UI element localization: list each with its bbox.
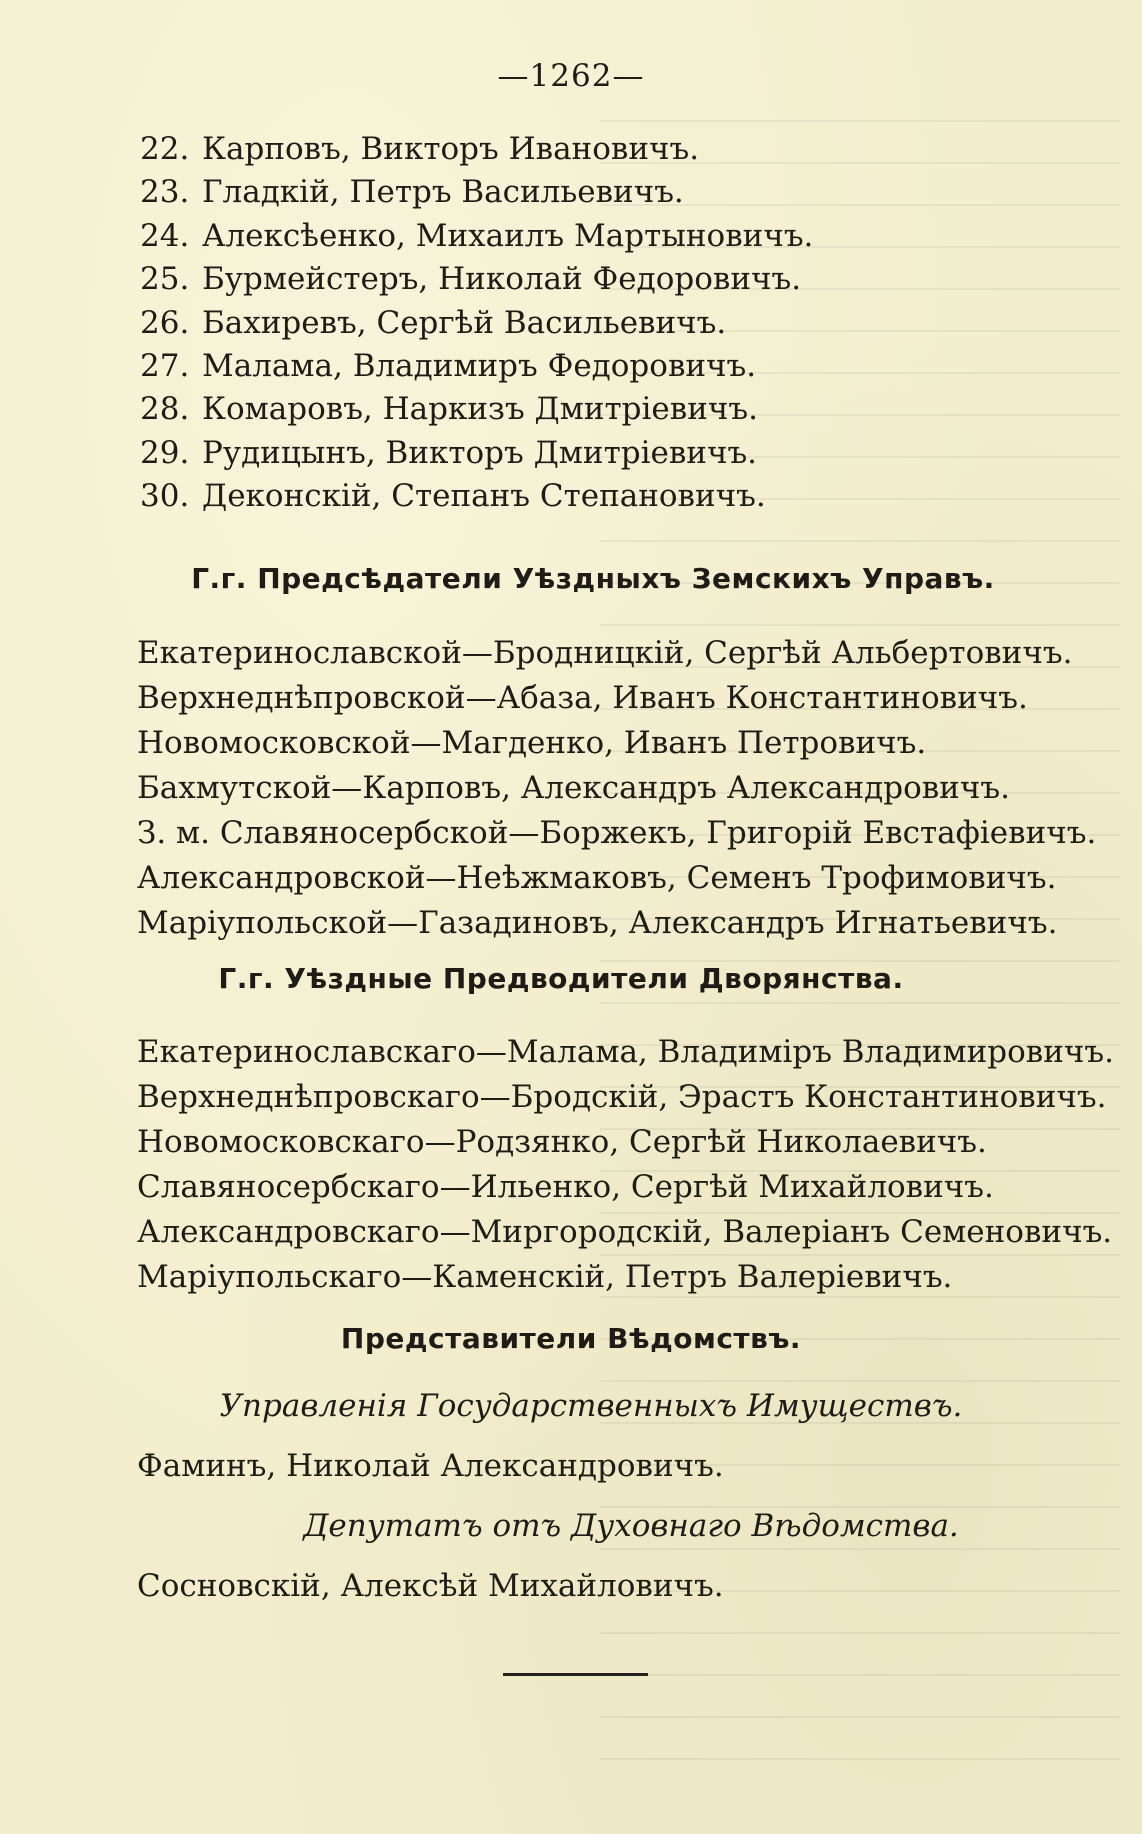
marshals-list <box>137 1030 1114 1300</box>
state-property-representative: Фаминъ, Николай Александровичъ. <box>137 1448 724 1484</box>
item-number: 25. <box>140 261 190 298</box>
item-number: 24. <box>140 217 190 254</box>
item-name: Деконскiй, Степанъ Степановичъ. <box>202 478 766 515</box>
list-item <box>140 302 813 345</box>
item-name: Алексѣенко, Михаилъ Мартыновичъ. <box>202 217 814 254</box>
list-item: Александровскаго—Миргородскiй, Валерiанъ Семеновичъ. <box>137 1214 1113 1250</box>
item-name: Малама, Владимиръ Федоровичъ. <box>202 347 757 384</box>
subheading-state-property: Управленiя Государственныхъ Имуществъ. <box>219 1388 963 1424</box>
list-item: З. м. Славяносербской—Боржекъ, Григорiй Евстафiевичъ. <box>137 815 1097 851</box>
list-item: Екатеринославскаго—Малама, Владимiръ Владимировичъ. <box>137 1034 1114 1070</box>
item-number: 30. <box>140 478 190 515</box>
item-number: 26. <box>140 304 190 341</box>
item-name: Рудицынъ, Викторъ Дмитрiевичъ. <box>202 434 758 471</box>
chairmen-list <box>137 631 1096 946</box>
list-item: Новомосковскаго—Родзянко, Сергѣй Николаевичъ. <box>137 1124 987 1160</box>
page-number: —1262— <box>497 58 645 94</box>
list-item <box>140 475 813 518</box>
list-item: Верхнеднѣпровскаго—Бродскiй, Эрастъ Константиновичъ. <box>137 1079 1107 1115</box>
list-item <box>140 128 813 171</box>
item-number: 27. <box>140 347 190 384</box>
list-item <box>140 432 813 475</box>
list-item: Марiупольскаго—Каменскiй, Петръ Валерiевичъ. <box>137 1259 953 1295</box>
list-item <box>140 171 813 214</box>
list-item <box>140 258 813 301</box>
numbered-member-list <box>140 128 813 519</box>
list-item: Бахмутской—Карповъ, Александръ Александровичъ. <box>137 770 1010 806</box>
list-item: Марiупольской—Газадиновъ, Александръ Игнатьевичъ. <box>137 905 1058 941</box>
list-item <box>140 215 813 258</box>
list-item: Александровской—Неѣжмаковъ, Семенъ Трофимовичъ. <box>137 860 1057 896</box>
list-item: Новомосковской—Магденко, Иванъ Петровичъ. <box>137 725 927 761</box>
item-name: Карповъ, Викторъ Ивановичъ. <box>202 131 700 167</box>
item-number: 29. <box>140 434 190 471</box>
list-item: Славяносербскаго—Ильенко, Сергѣй Михайловичъ. <box>137 1169 994 1205</box>
end-rule <box>503 1673 648 1676</box>
item-number: 22. <box>140 131 190 167</box>
item-name: Бурмейстеръ, Николай Федоровичъ. <box>202 261 802 298</box>
section-heading-chairmen: Г.г. Предсѣдатели Уѣздныхъ Земскихъ Управъ. <box>191 562 995 595</box>
list-item <box>140 345 813 388</box>
list-item: Екатеринославской—Бродницкiй, Сергѣй Альбертовичъ. <box>137 635 1073 671</box>
item-name: Бахиревъ, Сергѣй Васильевичъ. <box>202 304 727 341</box>
section-heading-departments: Представители Вѣдомствъ. <box>340 1322 802 1355</box>
subheading-clergy-deputy: Депутатъ отъ Духовнаго Вѣдомства. <box>303 1508 959 1544</box>
clergy-deputy-representative: Сосновскiй, Алексѣй Михайловичъ. <box>137 1568 724 1604</box>
list-item: Верхнеднѣпровской—Абаза, Иванъ Константиновичъ. <box>137 680 1028 716</box>
item-number: 23. <box>140 174 190 211</box>
section-heading-marshals: Г.г. Уѣздные Предводители Дворянства. <box>218 962 904 995</box>
item-name: Гладкiй, Петръ Васильевичъ. <box>202 174 684 211</box>
list-item <box>140 388 813 431</box>
item-name: Комаровъ, Наркизъ Дмитрiевичъ. <box>202 391 758 428</box>
item-number: 28. <box>140 391 190 428</box>
